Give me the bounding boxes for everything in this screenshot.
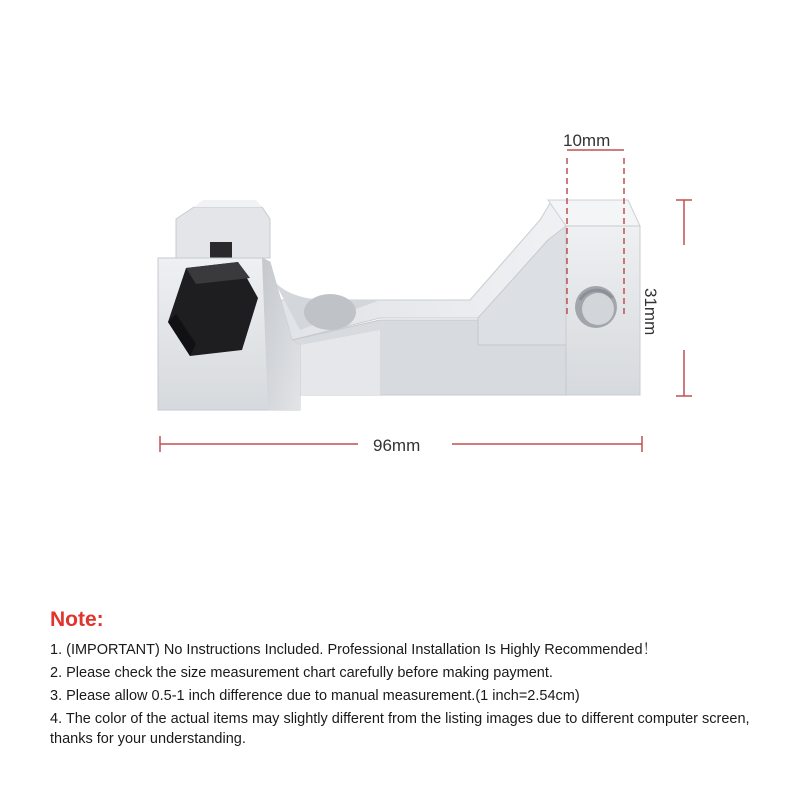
width-dimension-label: 96mm [373, 436, 421, 455]
height-dimension-label: 31mm [641, 288, 660, 336]
note-item-2: 2. Please check the size measurement chart carefully before making payment. [50, 665, 553, 681]
bolt-shaft [210, 242, 232, 258]
note-item-4: 4. The color of the actual items may slightly different from the listing images due to different computer screen, thanks for your understanding. [50, 711, 750, 747]
note-item-3: 3. Please allow 0.5-1 inch difference due to manual measurement.(1 inch=2.54cm) [50, 688, 580, 704]
note-title: Note: [50, 608, 104, 631]
note-item-1: 1. (IMPORTANT) No Instructions Included. Professional Installation Is Highly Recommended！ [50, 642, 658, 658]
hole-dimension-label: 10mm [563, 131, 611, 150]
note-section [50, 608, 770, 752]
mounting-hole [575, 286, 617, 328]
dimension-line-height [676, 200, 692, 396]
